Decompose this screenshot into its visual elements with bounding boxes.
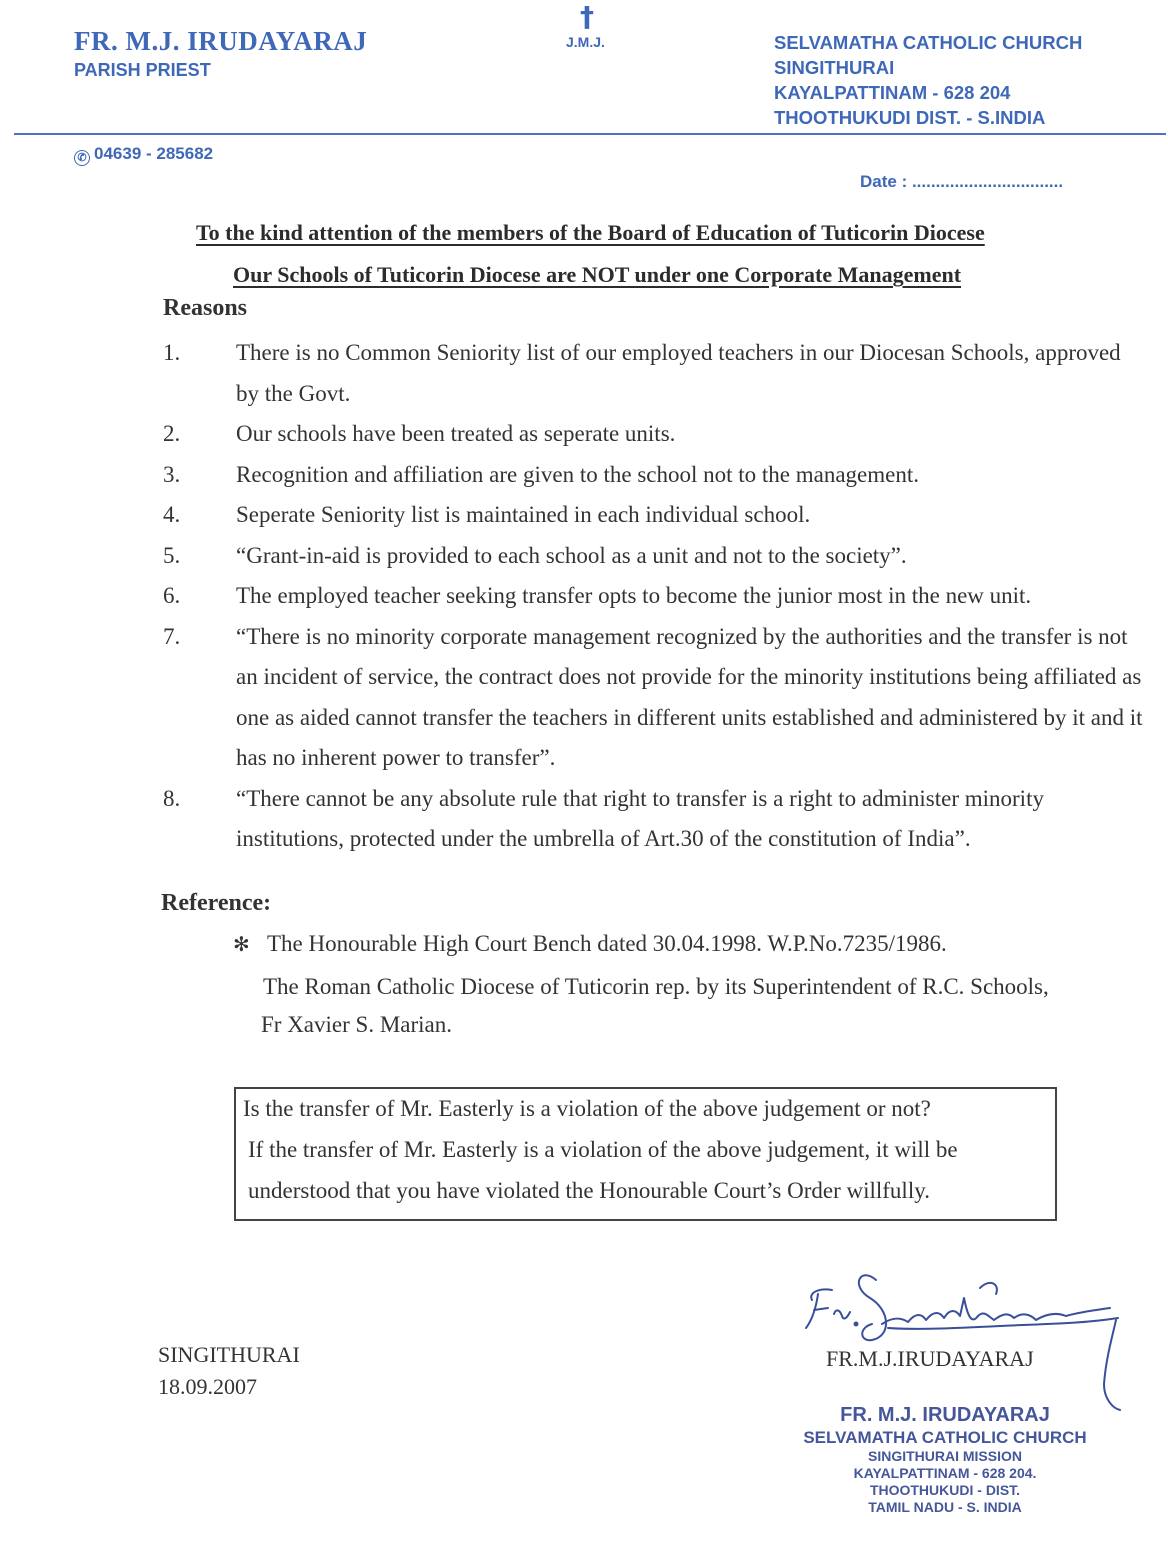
letterhead-divider bbox=[14, 133, 1166, 135]
reference-line: The Roman Catholic Diocese of Tuticorin rep. by its Superintendent of R.C. Schools, bbox=[263, 974, 1049, 999]
reason-text: There is no Common Seniority list of our employed teachers in our Diocesan Schools, approved by the Govt. bbox=[236, 340, 1121, 406]
stamp-line: TAMIL NADU - S. INDIA bbox=[868, 1499, 1022, 1515]
reason-item bbox=[163, 536, 1143, 577]
reason-text: Recognition and affiliation are given to the school not to the management. bbox=[236, 461, 920, 487]
address-line: KAYALPATTINAM - 628 204 bbox=[774, 82, 1011, 103]
notice-line: understood that you have violated the Honourable Court’s Order willfully. bbox=[248, 1178, 930, 1203]
reason-item bbox=[163, 414, 1143, 455]
priest-title: PARISH PRIEST bbox=[74, 60, 211, 80]
reason-number: 7. bbox=[163, 623, 181, 649]
attention-heading: To the kind attention of the members of the Board of Education of Tuticorin Diocese bbox=[196, 220, 985, 245]
reason-number: 2. bbox=[163, 421, 181, 446]
notice-line: Is the transfer of Mr. Easterly is a violation of the above judgement or not? bbox=[243, 1096, 931, 1121]
stamp-line: KAYALPATTINAM - 628 204. bbox=[853, 1465, 1037, 1481]
phone-number bbox=[74, 144, 213, 166]
reason-item bbox=[163, 576, 1143, 617]
reason-text: “Grant-in-aid is provided to each school as a unit and not to the society”. bbox=[236, 542, 907, 568]
stamp-line: FR. M.J. IRUDAYARAJ bbox=[840, 1404, 1050, 1426]
reasons-list bbox=[163, 333, 1143, 860]
church-address bbox=[774, 30, 1082, 130]
reason-number: 5. bbox=[163, 542, 181, 568]
reasons-title: Reasons bbox=[163, 295, 248, 321]
reason-text: “There is no minority corporate management recognized by the authorities and the transfer is not an incident of service, the contract does not provide for the minority institutions being affiliated as one as aided cannot transfer the teachers in different units established and administered by it and it has no inherent power to transfer”. bbox=[236, 623, 1143, 770]
reason-item bbox=[163, 617, 1143, 779]
stamp-line: SELVAMATHA CATHOLIC CHURCH bbox=[803, 1428, 1087, 1447]
phone-icon: ✆ bbox=[74, 150, 90, 166]
address-line: SINGITHURAI bbox=[774, 57, 895, 78]
reason-text: “There cannot be any absolute rule that right to transfer is a right to administer minority institutions, protected under the umbrella of Art.30 of the constitution of India”. bbox=[236, 785, 1044, 851]
stamp-line: THOOTHUKUDI - DIST. bbox=[869, 1482, 1021, 1498]
address-line: THOOTHUKUDI DIST. - S.INDIA bbox=[774, 107, 1046, 128]
reason-number: 6. bbox=[163, 583, 181, 608]
reason-number: 8. bbox=[163, 785, 181, 811]
church-stamp bbox=[800, 1404, 1090, 1516]
date-field: Date : ................................ bbox=[860, 172, 1064, 191]
asterisk-bullet-icon: ✻ bbox=[233, 932, 250, 956]
reason-number: 3. bbox=[163, 461, 181, 487]
reference-title: Reference: bbox=[161, 890, 272, 916]
reason-item bbox=[163, 779, 1143, 860]
notice-line: If the transfer of Mr. Easterly is a violation of the above judgement, it will be bbox=[248, 1137, 958, 1162]
reason-item bbox=[163, 333, 1143, 414]
reference-line: Fr Xavier S. Marian. bbox=[261, 1012, 452, 1037]
reference-line: The Honourable High Court Bench dated 30.04.1998. W.P.No.7235/1986. bbox=[267, 931, 947, 956]
reason-text: The employed teacher seeking transfer opts to become the junior most in the new unit. bbox=[236, 583, 1032, 608]
phone-text: 04639 - 285682 bbox=[94, 144, 214, 163]
signatory-name: FR.M.J.IRUDAYARAJ bbox=[826, 1346, 1034, 1371]
jmj-mark: J.M.J. bbox=[566, 34, 605, 50]
handwritten-signature bbox=[790, 1258, 1130, 1418]
letter-date: 18.09.2007 bbox=[158, 1374, 257, 1399]
subject-heading: Our Schools of Tuticorin Diocese are NOT under one Corporate Management bbox=[233, 262, 962, 287]
cross-icon: † bbox=[580, 0, 594, 33]
priest-name: FR. M.J. IRUDAYARAJ bbox=[74, 26, 368, 56]
address-line: SELVAMATHA CATHOLIC CHURCH bbox=[774, 32, 1083, 53]
place-name: SINGITHURAI bbox=[158, 1342, 300, 1367]
reason-item bbox=[163, 495, 1143, 536]
reason-text: Our schools have been treated as seperate units. bbox=[236, 421, 676, 446]
reason-item bbox=[163, 455, 1143, 496]
reason-text: Seperate Seniority list is maintained in each individual school. bbox=[236, 502, 811, 527]
reason-number: 1. bbox=[163, 340, 181, 365]
reason-number: 4. bbox=[163, 502, 181, 527]
stamp-line: SINGITHURAI MISSION bbox=[867, 1448, 1022, 1464]
